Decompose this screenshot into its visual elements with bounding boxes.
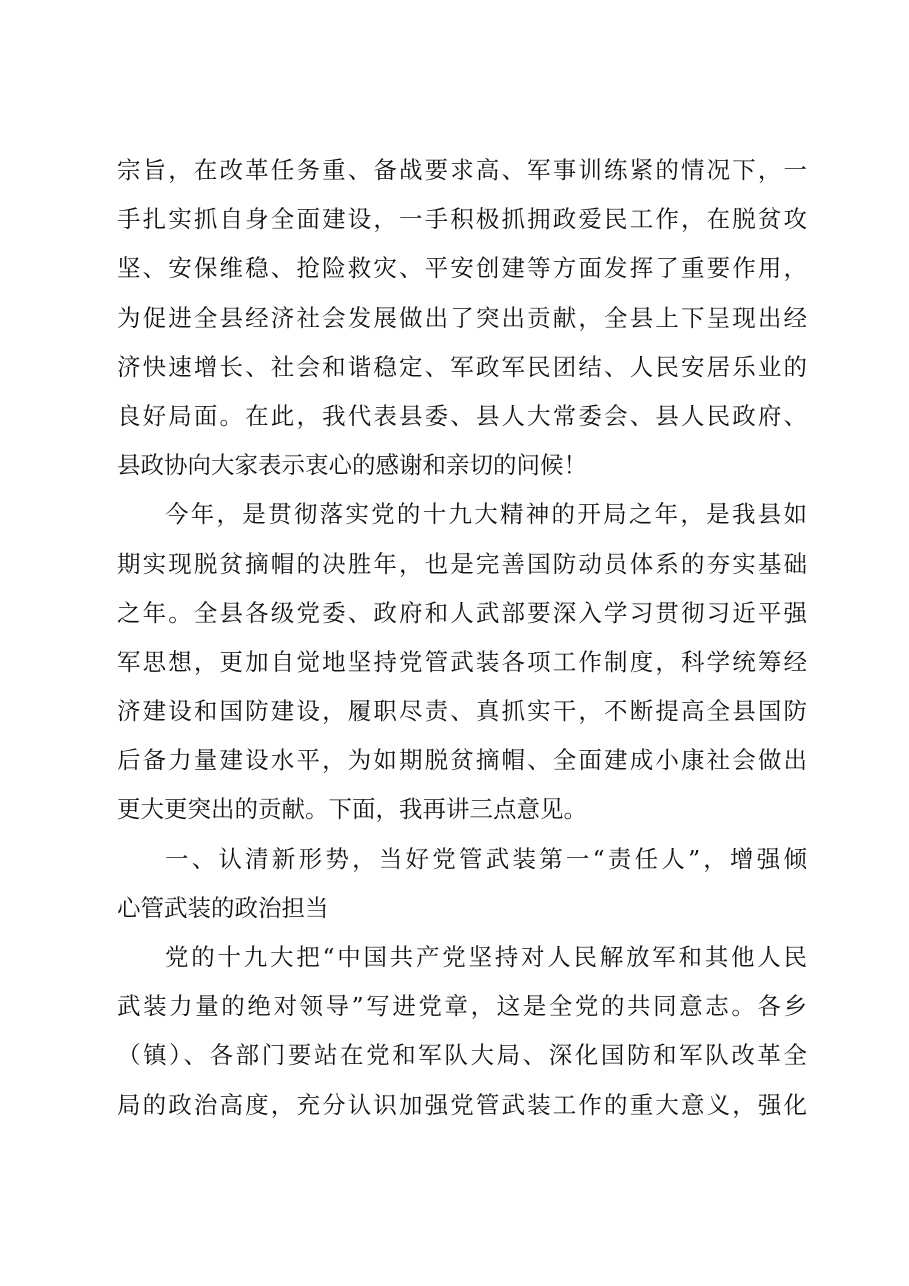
text-line: 更大更突出的贡献。下面，我再讲三点意见。 (117, 795, 587, 824)
text-line: 党的十九大把“中国共产党坚持对人民解放军和其他人民 (165, 943, 807, 971)
text-line: 一、认清新形势，当好党管武装第一“责任人”，增强倾 (165, 844, 807, 873)
text-line: 济建设和国防建设，履职尽责、真抓实干，不断提高全县国防 (117, 697, 807, 726)
text-line: 之年。全县各级党委、政府和人武部要深入学习贯彻习近平强 (117, 598, 807, 627)
text-line: 局的政治高度，充分认识加强党管武装工作的重大意义，强化 (117, 1090, 807, 1119)
text-line: 济快速增长、社会和谐稳定、军政军民团结、人民安居乐业的 (117, 352, 807, 381)
text-line: 宗旨，在改革任务重、备战要求高、军事训练紧的情况下，一 (117, 156, 807, 184)
text-line: （镇）、各部门要站在党和军队大局、深化国防和军队改革全 (117, 1041, 807, 1070)
text-line: 今年，是贯彻落实党的十九大精神的开局之年，是我县如 (165, 500, 807, 529)
text-line: 为促进全县经济社会发展做出了突出贡献，全县上下呈现出经 (117, 303, 807, 332)
text-line: 军思想，更加自觉地坚持党管武装各项工作制度，科学统筹经 (117, 647, 807, 676)
text-line: 坚、安保维稳、抢险救灾、平安创建等方面发挥了重要作用， (117, 254, 807, 283)
document-body (117, 146, 807, 1130)
text-line: 心管武装的政治担当 (117, 893, 329, 922)
text-line: 武装力量的绝对领导”写进党章，这是全党的共同意志。各乡 (117, 992, 807, 1021)
text-line: 后备力量建设水平，为如期脱贫摘帽、全面建成小康社会做出 (117, 746, 807, 775)
text-line: 良好局面。在此，我代表县委、县人大常委会、县人民政府、 (117, 401, 807, 430)
text-line: 县政协向大家表示衷心的感谢和亲切的问候！ (117, 451, 587, 480)
text-line: 手扎实抓自身全面建设，一手积极抓拥政爱民工作，在脱贫攻 (117, 205, 807, 234)
text-line: 期实现脱贫摘帽的决胜年，也是完善国防动员体系的夯实基础 (117, 549, 807, 578)
